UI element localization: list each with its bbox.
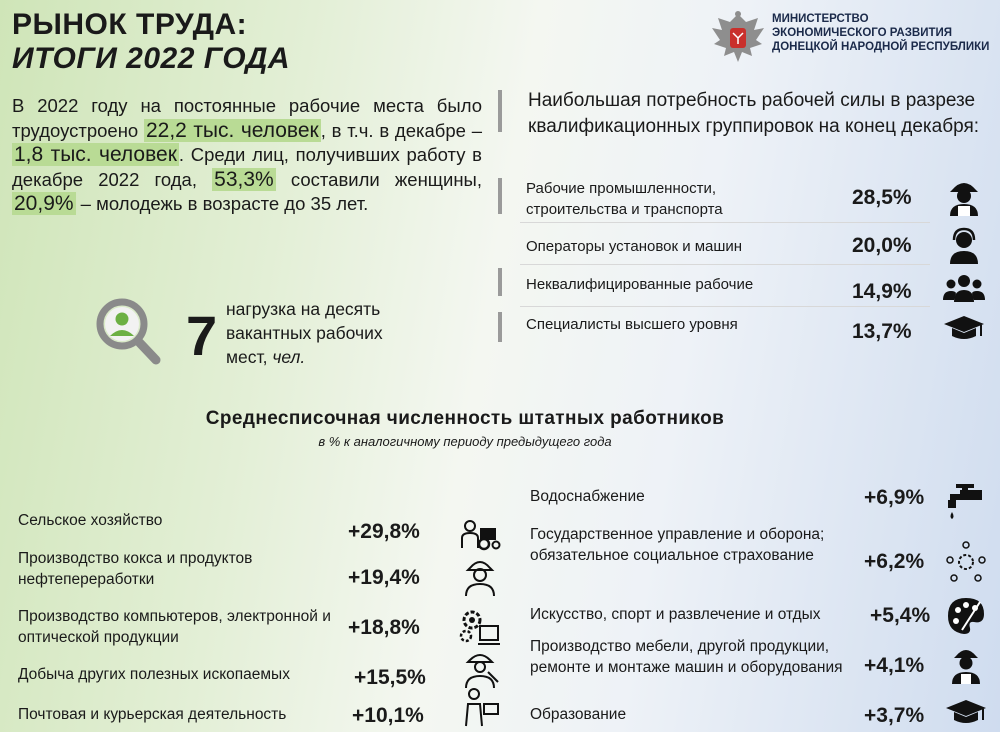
worker-helmet-icon <box>942 174 986 214</box>
need-item-value: 20,0% <box>852 234 912 257</box>
industry-label: Почтовая и курьерская деятельность <box>18 706 287 723</box>
need-item-label: Неквалифицированные рабочие <box>526 276 754 293</box>
intro-paragraph: В 2022 году на постоянные рабочие места было трудоустроено 22,2 тыс. человек , в т.ч. в декабре – 1,8 тыс. человек . Среди лиц, получивших работу в декабре 2022 года, 53,3% составили женщины, 20,9% – молодежь в возрасте до 35 лет. <box>12 95 483 215</box>
miner-icon <box>458 646 502 690</box>
industry-label: Искусство, спорт и развлечение и отдых <box>530 606 821 623</box>
highlight-youth-share: 20,9% <box>14 192 74 215</box>
ministry-logo <box>706 8 996 66</box>
separator <box>520 306 930 307</box>
need-item <box>512 312 992 354</box>
industry-value: +19,4% <box>348 566 420 589</box>
load-number: 7 <box>186 304 218 367</box>
industry-value: +3,7% <box>864 704 925 727</box>
industry-label: Водоснабжение <box>530 488 645 505</box>
industry-row <box>18 704 500 732</box>
industry-value: +18,8% <box>348 616 420 639</box>
ministry-name-line2: ЭКОНОМИЧЕСКОГО РАЗВИТИЯ <box>772 27 953 39</box>
separator <box>520 264 930 265</box>
industry-value: +15,5% <box>354 666 426 689</box>
highlight-women-share: 53,3% <box>214 167 274 191</box>
industry-row <box>18 606 500 654</box>
highlight-employed-december: 1,8 тыс. человек <box>14 143 177 166</box>
ministry-name-line1: МИНИСТЕРСТВО <box>772 13 869 25</box>
people-network-icon <box>944 540 988 584</box>
people-group-icon <box>942 272 986 312</box>
ministry-name-line3: ДОНЕЦКОЙ НАРОДНОЙ РЕСПУБЛИКИ <box>772 41 990 53</box>
need-item-value: 14,9% <box>852 280 912 303</box>
water-tap-icon <box>944 480 988 524</box>
need-item <box>512 178 992 220</box>
graduation-cap-icon <box>942 312 986 352</box>
need-item-value: 28,5% <box>852 186 912 209</box>
section-subheading: в % к аналогичному периоду предыдущего года <box>318 434 612 449</box>
industry-label: Добыча других полезных ископаемых <box>18 666 290 683</box>
graduation-cap-icon <box>944 696 988 732</box>
divider <box>498 90 502 132</box>
engineer-icon <box>458 554 502 598</box>
coat-of-arms-icon <box>708 8 768 66</box>
repair-worker-icon <box>944 642 988 686</box>
industry-label: Производство компьютеров, электронной и оптической продукции <box>18 608 331 646</box>
industry-row <box>530 524 998 572</box>
need-heading: Наибольшая потребность рабочей силы в разрезе квалификационных группировок на конец декабря: <box>528 90 980 137</box>
industry-value: +4,1% <box>864 654 925 677</box>
industry-label: Образование <box>530 706 627 723</box>
industry-value: +6,2% <box>864 550 925 573</box>
need-item-label: Операторы установок и машин <box>526 238 743 255</box>
industry-row <box>530 704 998 732</box>
page-title-line1: РЫНОК ТРУДА: <box>12 8 248 41</box>
industry-label: Сельское хозяйство <box>18 512 163 529</box>
need-item-label: Рабочие промышленности, строительства и транспорта <box>526 180 723 218</box>
industry-value: +29,8% <box>348 520 420 543</box>
industry-value: +5,4% <box>870 604 931 627</box>
industry-row <box>18 548 500 596</box>
section-heading: Среднесписочная численность штатных работников <box>205 408 725 429</box>
industry-label: Государственное управление и оборона; обязательное социальное страхование <box>530 526 825 564</box>
magnifier-person-icon <box>94 296 164 368</box>
highlight-employed-total: 22,2 тыс. человек <box>145 118 319 142</box>
industry-label: Производство кокса и продуктов нефтепереработки <box>18 550 253 588</box>
courier-icon <box>458 686 502 730</box>
operator-headset-icon <box>942 226 986 266</box>
industry-value: +6,9% <box>864 486 925 509</box>
palette-icon <box>944 594 988 638</box>
need-item-label: Специалисты высшего уровня <box>526 316 738 333</box>
divider <box>498 312 502 342</box>
load-description: нагрузка на десять вакантных рабочих мест, чел. <box>226 299 383 367</box>
industry-row <box>530 636 998 684</box>
divider <box>498 268 502 296</box>
need-item-value: 13,7% <box>852 320 912 343</box>
page-title-line2: ИТОГИ 2022 ГОДА <box>12 42 291 75</box>
divider <box>498 178 502 214</box>
separator <box>520 222 930 223</box>
computer-gears-icon <box>458 606 502 650</box>
industry-label: Производство мебели, другой продукции, ремонте и монтаже машин и оборудования <box>530 638 843 676</box>
need-item <box>512 230 992 272</box>
industry-value: +10,1% <box>352 704 424 727</box>
